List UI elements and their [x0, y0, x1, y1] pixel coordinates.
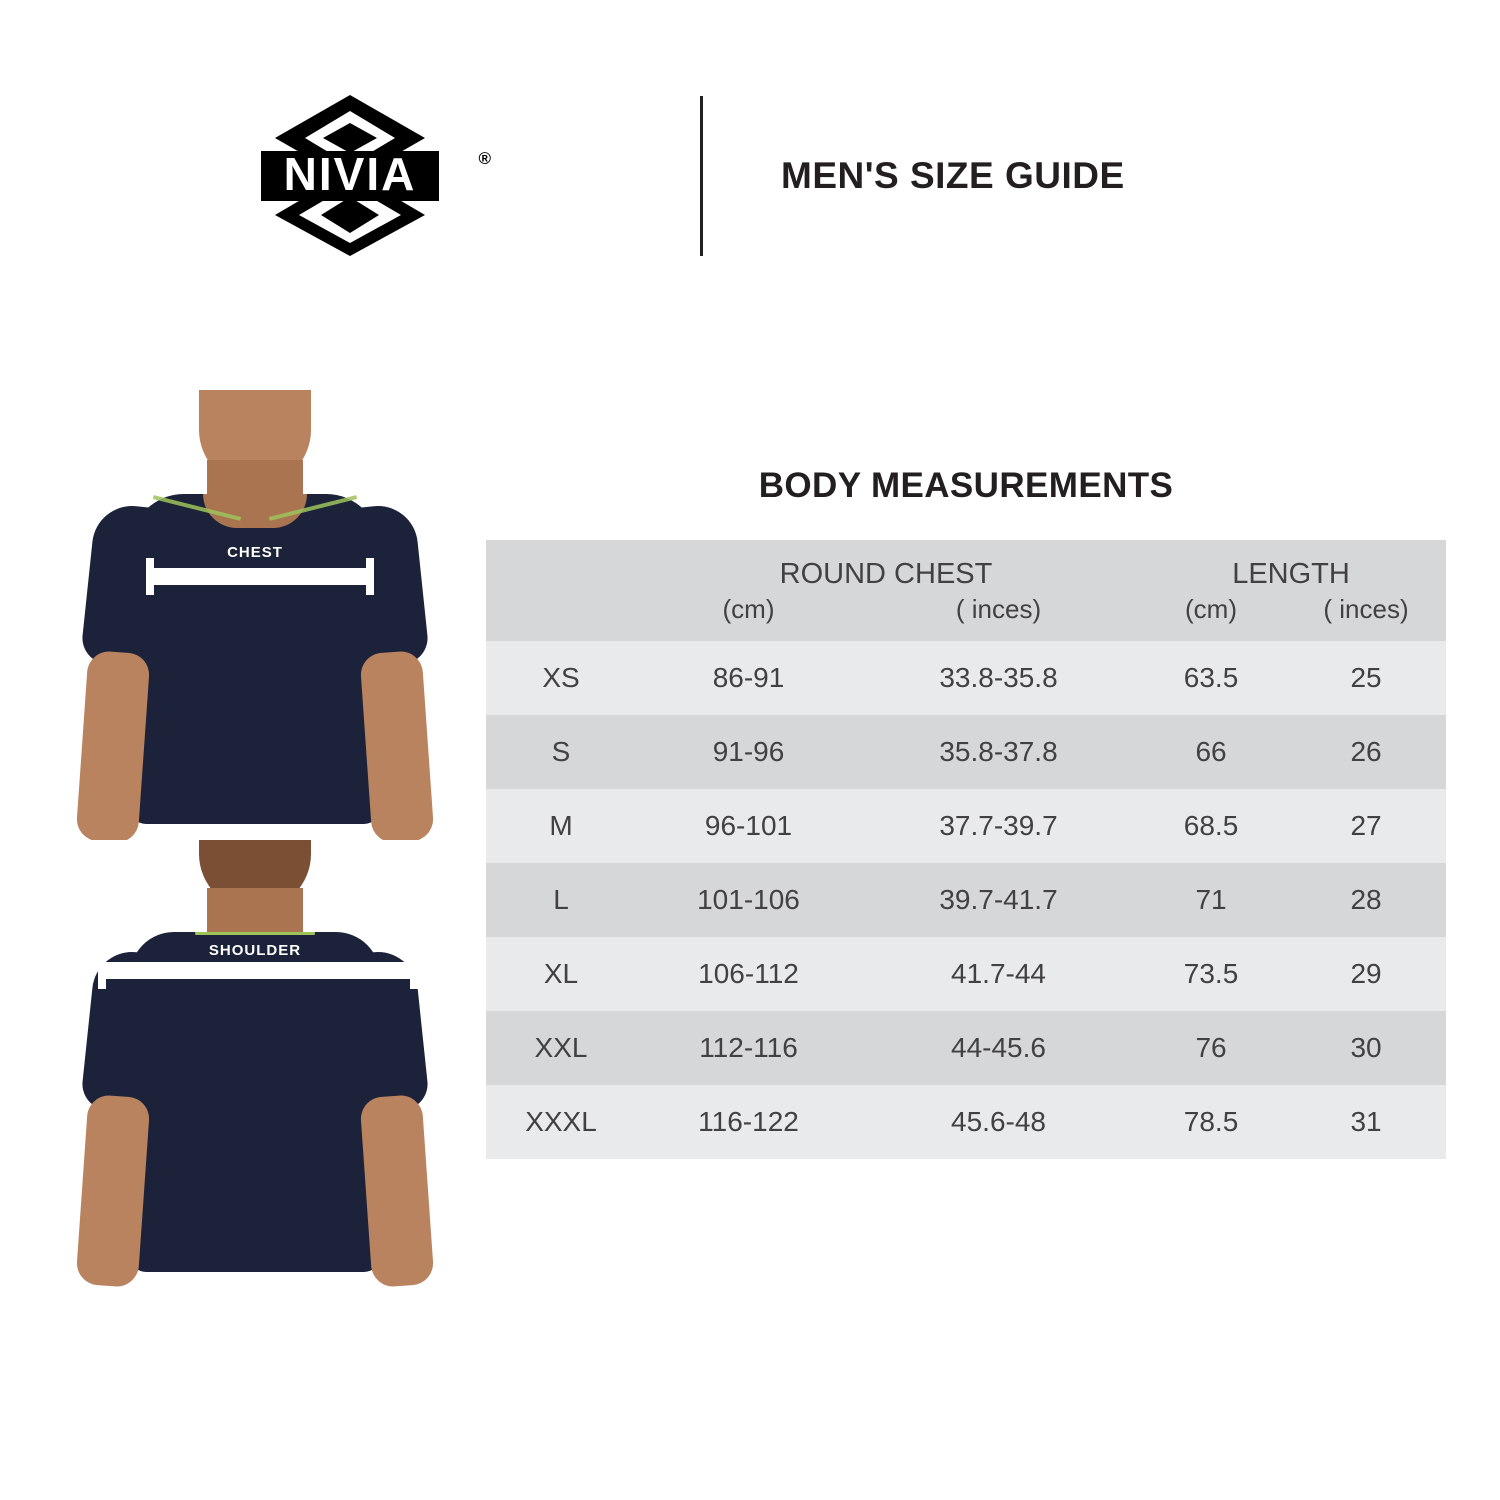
cell-size: M	[486, 789, 636, 863]
unit-header-chest-in: ( inces)	[861, 592, 1136, 641]
chest-measure-label: CHEST	[217, 542, 293, 563]
group-header-blank	[486, 540, 636, 592]
illustration-column	[60, 390, 450, 1300]
cell-chest-cm: 91-96	[636, 715, 861, 789]
cell-chest-cm: 106-112	[636, 937, 861, 1011]
cell-chest-cm: 96-101	[636, 789, 861, 863]
unit-header-blank	[486, 592, 636, 641]
shirt-torso-back	[130, 932, 380, 1272]
cell-length-in: 31	[1286, 1085, 1446, 1159]
chest-measure-bar	[146, 568, 374, 585]
nivia-logo	[225, 93, 491, 258]
table-row	[486, 641, 1446, 715]
cell-chest-in: 39.7-41.7	[861, 863, 1136, 937]
cell-length-in: 29	[1286, 937, 1446, 1011]
cell-chest-cm: 86-91	[636, 641, 861, 715]
brand-logo-wrap	[0, 93, 700, 258]
model-neck-back	[207, 888, 303, 934]
size-table	[486, 540, 1446, 1159]
cell-chest-in: 44-45.6	[861, 1011, 1136, 1085]
table-row	[486, 937, 1446, 1011]
unit-header-length-in: ( inces)	[1286, 592, 1446, 641]
cell-length-in: 26	[1286, 715, 1446, 789]
cell-chest-cm: 112-116	[636, 1011, 861, 1085]
cell-size: XL	[486, 937, 636, 1011]
table-row	[486, 863, 1446, 937]
cell-chest-in: 33.8-35.8	[861, 641, 1136, 715]
nivia-logo-mark	[225, 93, 475, 258]
cell-chest-in: 35.8-37.8	[861, 715, 1136, 789]
cell-chest-in: 45.6-48	[861, 1085, 1136, 1159]
table-row	[486, 715, 1446, 789]
cell-length-in: 25	[1286, 641, 1446, 715]
cell-size: L	[486, 863, 636, 937]
cell-length-cm: 63.5	[1136, 641, 1286, 715]
table-row	[486, 1011, 1446, 1085]
cell-size: XS	[486, 641, 636, 715]
model-arm-right	[359, 650, 434, 840]
table-group-header-row	[486, 540, 1446, 592]
cell-length-in: 28	[1286, 863, 1446, 937]
back-view-illustration	[60, 840, 450, 1300]
cell-chest-in: 37.7-39.7	[861, 789, 1136, 863]
model-arm-left-back	[75, 1094, 150, 1288]
model-arm-right-back	[359, 1094, 434, 1288]
page-title: MEN'S SIZE GUIDE	[781, 154, 1125, 196]
registered-mark: ®	[478, 149, 491, 168]
cell-size: S	[486, 715, 636, 789]
cell-length-cm: 73.5	[1136, 937, 1286, 1011]
cell-length-in: 30	[1286, 1011, 1446, 1085]
table-unit-header-row	[486, 592, 1446, 641]
cell-length-cm: 68.5	[1136, 789, 1286, 863]
cell-length-in: 27	[1286, 789, 1446, 863]
cell-length-cm: 71	[1136, 863, 1286, 937]
cell-size: XXL	[486, 1011, 636, 1085]
table-title: BODY MEASUREMENTS	[758, 466, 1174, 505]
unit-header-chest-cm: (cm)	[636, 592, 861, 641]
cell-length-cm: 78.5	[1136, 1085, 1286, 1159]
cell-chest-cm: 116-122	[636, 1085, 861, 1159]
nivia-wordmark: NIVIA	[283, 148, 417, 200]
shoulder-measure-bar	[98, 962, 418, 979]
table-row	[486, 1085, 1446, 1159]
cell-size: XXXL	[486, 1085, 636, 1159]
cell-length-cm: 66	[1136, 715, 1286, 789]
shoulder-measure-label: SHOULDER	[199, 940, 311, 961]
unit-header-length-cm: (cm)	[1136, 592, 1286, 641]
table-row	[486, 789, 1446, 863]
group-header-length: LENGTH	[1136, 540, 1446, 592]
cell-chest-cm: 101-106	[636, 863, 861, 937]
cell-chest-in: 41.7-44	[861, 937, 1136, 1011]
page-header	[0, 88, 1500, 263]
group-header-round-chest: ROUND CHEST	[636, 540, 1136, 592]
model-arm-left	[75, 650, 150, 840]
front-view-illustration	[60, 390, 450, 840]
cell-length-cm: 76	[1136, 1011, 1286, 1085]
